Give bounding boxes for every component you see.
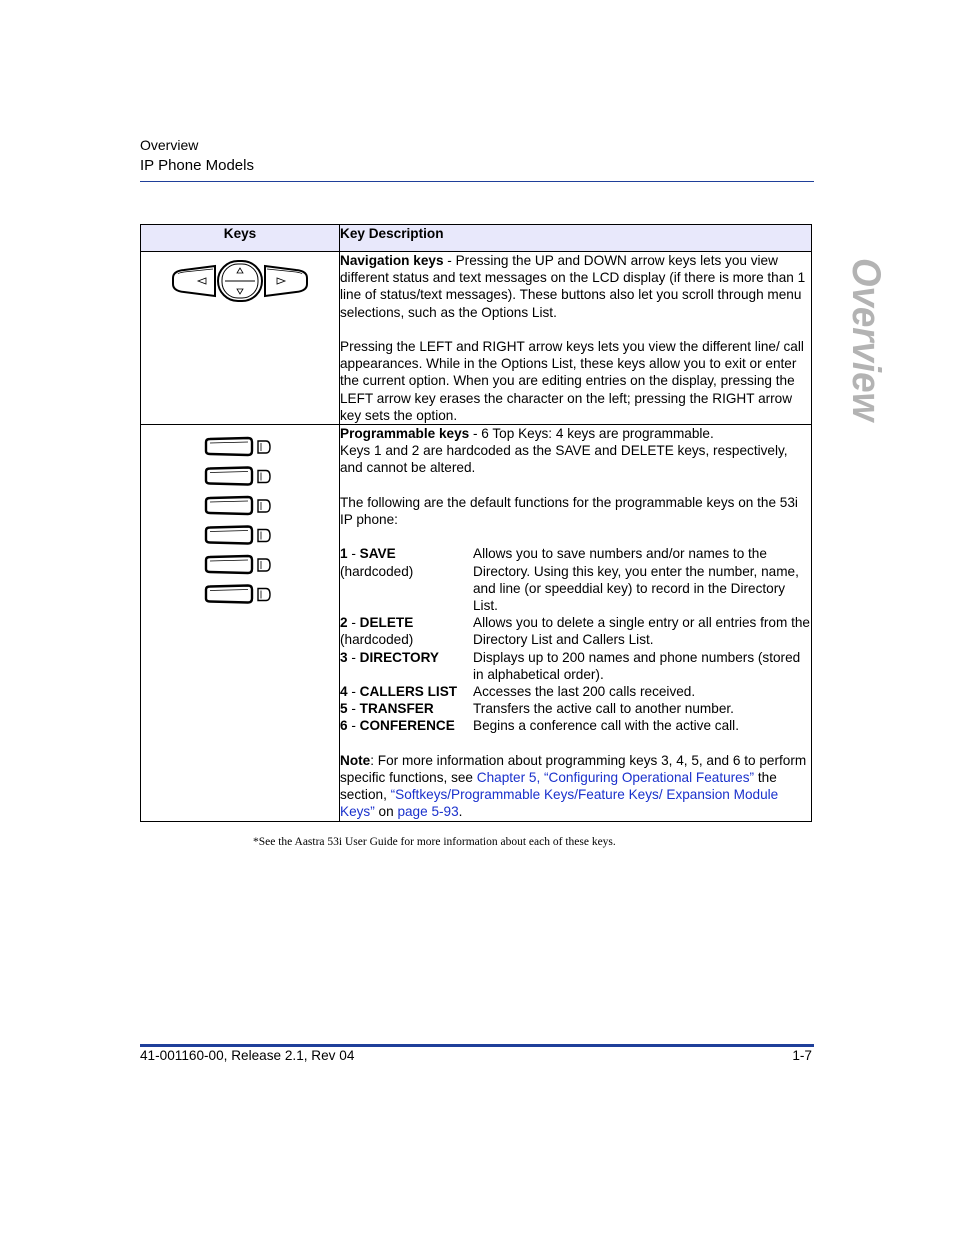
list-item: 3 - DIRECTORY Displays up to 200 names and phone numbers (stored in alphabetical order). [340, 649, 801, 682]
table-footnote: *See the Aastra 53i User Guide for more information about each of these keys. [253, 836, 616, 848]
keys-column-header: Keys [141, 225, 340, 252]
navigation-keys-cell [141, 252, 340, 425]
key-function-list [340, 545, 811, 734]
key-description-column-header: Key Description [340, 225, 812, 252]
navigation-keys-intro: - Pressing the UP and DOWN arrow keys lets you view different status and text messages on the LCD display (if there is more than 1 line of status/text messages). These buttons also let you scroll through menu selections, such as the Options List. [340, 253, 806, 320]
chapter-5-link[interactable]: Chapter 5, “Configuring Operational Features” [476, 770, 755, 786]
programming-note: Note: For more information about programming keys 3, 4, 5, and 6 to perform specific functions, see Chapter 5, “Configuring Operational Features” the section, “Softkeys/Programmable Keys/Feature Keys/ Expansion Module Keys” on page 5-93. [340, 752, 807, 820]
programmable-keys-line2: Keys 1 and 2 are hardcoded as the SAVE and DELETE keys, respectively, and cannot be altered. [340, 443, 788, 476]
programmable-key-icon [206, 438, 270, 455]
programmable-key-icon [206, 556, 270, 573]
footer-divider [140, 1044, 814, 1047]
footer-document-id: 41-001160-00, Release 2.1, Rev 04 [140, 1048, 355, 1063]
programmable-keys-cell [141, 425, 340, 822]
programmable-keys-title-rest: - 6 Top Keys: 4 keys are programmable. [469, 426, 714, 442]
programmable-key-icon [206, 497, 270, 514]
header-divider [140, 181, 814, 182]
footer-page-number: 1-7 [792, 1048, 812, 1063]
softkeys-section-link[interactable]: “Softkeys/Programmable Keys/Feature Keys/ Expansion Module Keys” [340, 787, 779, 820]
table-header-row [141, 225, 812, 252]
list-item: 2 - DELETE (hardcoded) Allows you to delete a single entry or all entries from the Directory List and Callers List. [340, 615, 810, 648]
running-header-section: Overview [140, 137, 199, 153]
page-5-93-link[interactable]: page 5-93 [397, 804, 459, 820]
list-item: 4 - CALLERS LIST Accesses the last 200 calls received. [340, 684, 696, 700]
programmable-keys-icon [200, 433, 280, 613]
table-row [141, 252, 812, 425]
keys-table [140, 224, 812, 822]
running-header-subsection: IP Phone Models [140, 157, 254, 174]
navigation-keys-description [340, 252, 812, 425]
navigation-keys-icon [170, 258, 310, 306]
navigation-keys-title: Navigation keys [340, 253, 444, 268]
programmable-key-icon [206, 468, 270, 485]
table-row [141, 425, 812, 822]
list-item: 5 - TRANSFER Transfers the active call to another number. [340, 701, 734, 717]
programmable-keys-para2: The following are the default functions for the programmable keys on the 53i IP phone: [340, 494, 798, 528]
programmable-keys-title: Programmable keys [340, 426, 470, 442]
list-item: 1 - SAVE (hardcoded) Allows you to save numbers and/or names to the Directory. Using this key, you enter the number, name, and line (or speeddial key) to record in the Directory List. [340, 546, 799, 614]
programmable-key-icon [206, 527, 270, 544]
programmable-keys-description [340, 425, 812, 822]
chapter-side-tab [822, 258, 888, 436]
navigation-keys-para2: Pressing the LEFT and RIGHT arrow keys lets you view the different line/ call appearances. While in the Options List, these keys allow you to exit or enter the current option. When you are editing entries on the display, pressing the LEFT arrow key erases the character on the left; pressing the RIGHT arrow key sets the option. [340, 339, 804, 423]
side-tab-label: Overview [844, 258, 888, 436]
programmable-key-icon [206, 586, 270, 603]
list-item: 6 - CONFERENCE Begins a conference call with the active call. [340, 718, 739, 734]
